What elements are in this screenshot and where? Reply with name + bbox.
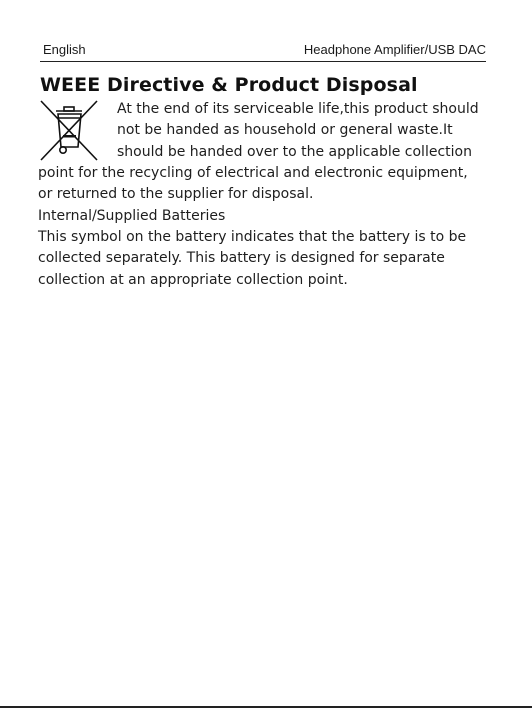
header-divider bbox=[40, 61, 486, 62]
paragraph-line: point for the recycling of electrical and electronic equipment, bbox=[38, 165, 468, 181]
battery-line: collected separately. This battery is designed for separate bbox=[38, 250, 445, 266]
footer-divider bbox=[0, 706, 532, 708]
page-header bbox=[40, 42, 486, 62]
section-title: WEEE Directive & Product Disposal bbox=[40, 74, 418, 96]
paragraph-line: At the end of its serviceable life,this product should bbox=[117, 101, 479, 117]
battery-line: This symbol on the battery indicates that the battery is to be bbox=[38, 229, 467, 245]
paragraph-line: or returned to the supplier for disposal. bbox=[38, 186, 314, 202]
product-name: Headphone Amplifier/USB DAC bbox=[303, 42, 486, 57]
paragraph-line: not be handed as household or general waste.It bbox=[117, 122, 453, 138]
crossed-out-wheelie-bin-icon bbox=[38, 99, 100, 163]
paragraph-line: should be handed over to the applicable collection bbox=[117, 144, 472, 160]
battery-line: collection at an appropriate collection point. bbox=[38, 272, 348, 288]
language-label: English bbox=[43, 42, 86, 57]
battery-heading: Internal/Supplied Batteries bbox=[38, 208, 226, 224]
